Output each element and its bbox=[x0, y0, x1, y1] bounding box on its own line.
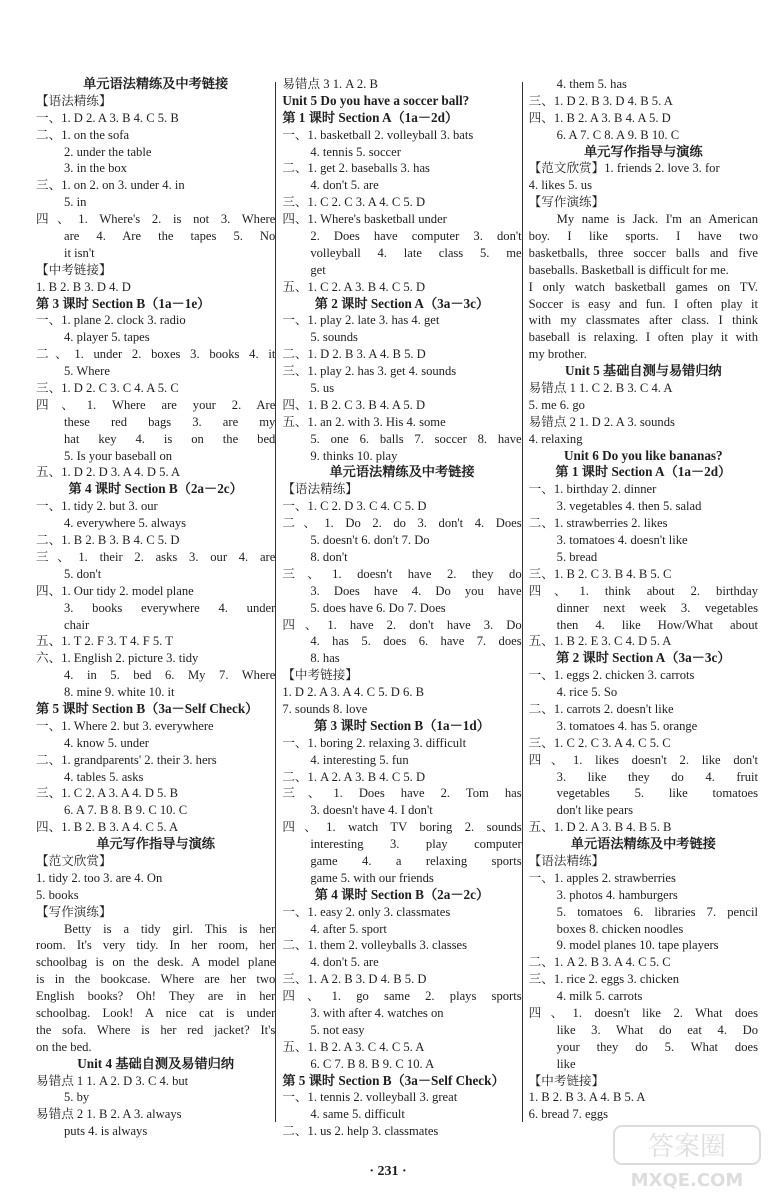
answer-line: 【语法精练】 bbox=[282, 482, 358, 497]
lesson-heading: 第 1 课时 Section A（1a－2d） bbox=[282, 109, 459, 125]
answer-line: 一、1. apples 2. strawberries bbox=[528, 870, 676, 885]
lesson-heading: 第 2 课时 Section A（3a－3c） bbox=[556, 650, 731, 666]
answer-line: 一、1. C 2. D 3. C 4. C 5. D bbox=[282, 499, 427, 514]
answer-line: 3. books everywhere 4. under bbox=[64, 600, 276, 615]
answer-line: 三、1. C 2. C 3. A 4. C 5. D bbox=[282, 195, 426, 210]
answer-line: Betty is a tidy girl. This is her bbox=[64, 921, 276, 936]
answer-line: interesting 3. play computer bbox=[310, 837, 522, 852]
answer-line: 五、1. an 2. with 3. His 4. some bbox=[282, 414, 446, 429]
answer-line: like bbox=[556, 1056, 576, 1071]
answer-line: 5. one 6. balls 7. soccer 8. have bbox=[310, 431, 522, 446]
answer-line: the sofa. Where is her red jacket? It's bbox=[36, 1022, 276, 1037]
answer-line: 5. us bbox=[310, 381, 335, 396]
answer-line: it isn't bbox=[64, 245, 95, 260]
lesson-heading: Unit 4 基础自测及易错归纳 bbox=[77, 1055, 235, 1071]
answer-line: 4. everywhere 5. always bbox=[64, 516, 187, 531]
answer-line: vegetables 5. like tomatoes bbox=[556, 786, 759, 801]
answer-line: 8. don't bbox=[310, 549, 348, 564]
answer-line: 【范文欣赏】1. friends 2. love 3. for bbox=[528, 161, 720, 176]
answer-line: 【中考链接】 bbox=[528, 1073, 605, 1088]
answer-line: 【语法精练】 bbox=[528, 853, 605, 868]
answer-line: 1. tidy 2. too 3. are 4. On bbox=[36, 870, 163, 885]
answer-line: My name is Jack. I'm an American bbox=[556, 212, 759, 227]
answer-line: dinner next week 3. vegetables bbox=[556, 600, 759, 615]
answer-line: 四、1. have 2. don't have 3. Do bbox=[282, 617, 522, 632]
answer-line: 5. not easy bbox=[310, 1022, 365, 1037]
answer-line: volleyball 4. late class 5. me bbox=[310, 245, 522, 260]
answer-line: 【范文欣赏】 bbox=[36, 853, 112, 868]
answer-line: boxes 8. chicken noodles bbox=[556, 921, 684, 936]
answer-line: 8. mine 9. white 10. it bbox=[64, 685, 175, 700]
answer-line: 三、1. doesn't have 2. they do bbox=[282, 566, 522, 581]
page-number: · 231 · bbox=[369, 1164, 407, 1179]
answer-page bbox=[36, 76, 758, 1140]
answer-line: 3. tomatoes 4. has 5. orange bbox=[556, 718, 698, 733]
answer-line: 3. Does have 4. Do you have bbox=[310, 583, 522, 598]
lesson-heading: 第 3 课时 Section B（1a－1d） bbox=[314, 717, 490, 733]
answer-line: 1. B 2. B 3. A 4. B 5. A bbox=[528, 1090, 646, 1105]
lesson-heading: 第 1 课时 Section A（1a－2d） bbox=[555, 464, 732, 480]
answer-line: 5. books bbox=[36, 887, 79, 902]
answer-line: 4. same 5. difficult bbox=[310, 1107, 405, 1122]
answer-line: 四、1. B 2. A 3. B 4. A 5. D bbox=[528, 110, 671, 125]
answer-line: 一、1. easy 2. only 3. classmates bbox=[282, 904, 451, 919]
answer-line: 1. B 2. B 3. D 4. D bbox=[36, 279, 131, 294]
lesson-heading: 第 4 课时 Section B（2a－2c） bbox=[314, 886, 490, 902]
answer-line: 7. sounds 8. love bbox=[282, 701, 368, 716]
lesson-heading: 第 5 课时 Section B（3a－Self Check） bbox=[282, 1072, 505, 1088]
answer-line: 【中考链接】 bbox=[282, 668, 358, 683]
answer-line: 三、1. Does have 2. Tom has bbox=[282, 786, 522, 801]
watermark-logo bbox=[612, 1122, 762, 1192]
answer-line: 4. milk 5. carrots bbox=[556, 989, 643, 1004]
answer-line: 5. doesn't 6. don't 7. Do bbox=[310, 533, 430, 548]
answer-line: 一、1. D 2. A 3. B 4. C 5. B bbox=[36, 110, 179, 125]
answer-line: 四、1. go same 2. plays sports bbox=[282, 989, 522, 1004]
answer-line: 三、1. their 2. asks 3. our 4. are bbox=[36, 549, 276, 564]
answer-line: 五、1. D 2. A 3. B 4. B 5. B bbox=[528, 820, 672, 835]
answer-line: 1. D 2. A 3. A 4. C 5. D 6. B bbox=[282, 685, 425, 700]
answer-line: 5. does have 6. Do 7. Does bbox=[310, 600, 446, 615]
answer-line: 3. with after 4. watches on bbox=[310, 1005, 444, 1020]
lesson-heading: 第 2 课时 Section A（3a－3c） bbox=[314, 295, 490, 311]
answer-line: 一、1. basketball 2. volleyball 3. bats bbox=[282, 127, 474, 142]
answer-line: 5. sounds bbox=[310, 330, 358, 345]
lesson-heading: Unit 6 Do you like bananas? bbox=[564, 447, 723, 463]
answer-line: 四、1. B 2. B 3. A 4. C 5. A bbox=[36, 820, 179, 835]
answer-line: 【中考链接】 bbox=[36, 262, 112, 277]
answer-line: 3. in the box bbox=[64, 161, 127, 176]
answer-line: 五、1. D 2. D 3. A 4. D 5. A bbox=[36, 465, 181, 480]
answer-line: 4. tennis 5. soccer bbox=[310, 144, 401, 159]
answer-line: baseball is relaxing. I often play it with bbox=[528, 330, 759, 345]
answer-line: 四、1. B 2. C 3. B 4. A 5. D bbox=[282, 397, 426, 412]
answer-line: 5. don't bbox=[64, 566, 102, 581]
answer-line: then 4. like How/What about bbox=[556, 617, 759, 632]
answer-line: 六、1. English 2. picture 3. tidy bbox=[36, 651, 199, 666]
answer-line: 五、1. T 2. F 3. T 4. F 5. T bbox=[36, 634, 173, 649]
answer-line: 二、1. Do 2. do 3. don't 4. Does bbox=[282, 516, 522, 531]
answer-line: schoolbag is on the desk. A model plane bbox=[36, 955, 276, 970]
answer-line: 4. don't 5. are bbox=[310, 178, 379, 193]
answer-line: 4. know 5. under bbox=[64, 735, 149, 750]
answer-line: 二、1. grandparents' 2. their 3. hers bbox=[36, 752, 217, 767]
answer-line: 五、1. C 2. A 3. B 4. C 5. D bbox=[282, 279, 426, 294]
section-heading: 单元写作指导与演练 bbox=[96, 836, 215, 852]
answer-line: 二、1. A 2. B 3. A 4. C 5. C bbox=[528, 955, 671, 970]
answer-line: 一、1. eggs 2. chicken 3. carrots bbox=[528, 668, 695, 683]
answer-line: 二、1. carrots 2. doesn't like bbox=[528, 701, 674, 716]
answer-line: 二、1. on the sofa bbox=[36, 127, 130, 142]
answer-line: 4. don't 5. are bbox=[310, 955, 379, 970]
answer-line: 3. tomatoes 4. doesn't like bbox=[556, 533, 688, 548]
answer-line: 二、1. us 2. help 3. classmates bbox=[282, 1124, 439, 1139]
answer-line: Soccer is easy and fun. I often play it bbox=[528, 296, 759, 311]
watermark-url: MXQE.COM bbox=[630, 1170, 744, 1191]
answer-line: 6. C 7. B 8. B 9. C 10. A bbox=[310, 1056, 435, 1071]
section-heading: 单元写作指导与演练 bbox=[583, 143, 703, 159]
answer-line: 四、1. Where's 2. is not 3. Where bbox=[36, 212, 276, 227]
answer-line: 四、1. watch TV boring 2. sounds bbox=[282, 820, 522, 835]
answer-line: 5. Is your baseball on bbox=[64, 448, 173, 463]
answer-line: 4. likes 5. us bbox=[528, 178, 592, 193]
answer-line: 9. thinks 10. play bbox=[310, 448, 398, 463]
answer-line: 二、1. under 2. boxes 3. books 4. it bbox=[36, 347, 276, 362]
answer-line: 6. bread 7. eggs bbox=[528, 1107, 609, 1122]
answer-line: 4. after 5. sport bbox=[310, 921, 387, 936]
answer-line: game 4. a relaxing sports bbox=[310, 853, 522, 868]
answer-line: game 5. with our friends bbox=[310, 870, 434, 885]
answer-line: 3. vegetables 4. then 5. salad bbox=[556, 499, 702, 514]
answer-line: English books? Oh! They are in her bbox=[36, 989, 276, 1004]
answer-line: 一、1. plane 2. clock 3. radio bbox=[36, 313, 186, 328]
answer-line: I only watch basketball games on TV. bbox=[528, 279, 759, 294]
answer-line: 二、1. them 2. volleyballs 3. classes bbox=[282, 938, 468, 953]
answer-line: room. It's very tidy. In her room, her bbox=[36, 938, 276, 953]
answer-line: 5. by bbox=[64, 1090, 90, 1105]
answer-line: get bbox=[310, 262, 326, 277]
answer-line: schoolbag. Look! A nice cat is under bbox=[36, 1005, 276, 1020]
answer-line: 4. has 5. does 6. have 7. does bbox=[310, 634, 522, 649]
answer-line: 9. model planes 10. tape players bbox=[556, 938, 719, 953]
answer-line: 二、1. get 2. baseballs 3. has bbox=[282, 161, 430, 176]
answer-line: 4. rice 5. So bbox=[556, 685, 618, 700]
answer-line: 三、1. play 2. has 3. get 4. sounds bbox=[282, 364, 457, 379]
answer-line: on the bed. bbox=[36, 1039, 92, 1054]
answer-line: 四、1. Where are your 2. Are bbox=[36, 397, 276, 412]
answer-line: like 3. What do eat 4. Do bbox=[556, 1022, 759, 1037]
section-heading: 单元语法精练及中考链接 bbox=[83, 76, 229, 91]
answer-line: 二、1. D 2. B 3. A 4. B 5. D bbox=[282, 347, 426, 362]
answer-line: 三、1. A 2. B 3. D 4. B 5. D bbox=[282, 972, 427, 987]
answer-line: 五、1. B 2. A 3. C 4. C 5. A bbox=[282, 1039, 425, 1054]
answer-line: 二、1. B 2. B 3. B 4. C 5. D bbox=[36, 533, 180, 548]
lesson-heading: 第 4 课时 Section B（2a－2c） bbox=[68, 481, 243, 497]
answer-line: are 4. Are the tapes 5. No bbox=[64, 229, 276, 244]
answer-line: 3. doesn't have 4. I don't bbox=[310, 803, 433, 818]
column-left bbox=[36, 76, 275, 1140]
answer-line: 5. me 6. go bbox=[528, 397, 585, 412]
answer-line: 【写作演练】 bbox=[528, 195, 605, 210]
answer-line: 易错点 2 1. D 2. A 3. sounds bbox=[528, 414, 675, 429]
answer-line: 2. under the table bbox=[64, 144, 152, 159]
answer-line: 四、1. likes doesn't 2. like don't bbox=[528, 752, 759, 767]
answer-line: 6. A 7. C 8. A 9. B 10. C bbox=[556, 127, 680, 142]
section-heading: 单元语法精练及中考链接 bbox=[570, 836, 716, 852]
answer-line: 【语法精练】 bbox=[36, 93, 112, 108]
answer-line: 一、1. play 2. late 3. has 4. get bbox=[282, 313, 440, 328]
answer-line: 四、1. Our tidy 2. model plane bbox=[36, 583, 194, 598]
answer-line: 二、1. strawberries 2. likes bbox=[528, 516, 668, 531]
section-heading: 单元语法精练及中考链接 bbox=[329, 464, 475, 480]
answer-line: my brother. bbox=[528, 347, 587, 362]
answer-line: 5. bread bbox=[556, 549, 598, 564]
answer-line: 一、1. tidy 2. but 3. our bbox=[36, 499, 158, 514]
answer-line: 一、1. boring 2. relaxing 3. difficult bbox=[282, 735, 467, 750]
answer-line: 5. in bbox=[64, 195, 87, 210]
answer-line: with my classmates after class. I think bbox=[528, 313, 759, 328]
answer-line: 2. Does have computer 3. don't bbox=[310, 229, 522, 244]
lesson-heading: Unit 5 基础自测与易错归纳 bbox=[564, 363, 722, 379]
answer-line: 3. like they do 4. fruit bbox=[556, 769, 759, 784]
answer-line: is in the bookcase. Where are her two bbox=[36, 972, 276, 987]
lesson-heading: 第 3 课时 Section B（1a－1e） bbox=[36, 295, 211, 311]
lesson-heading: 第 5 课时 Section B（3a－Self Check） bbox=[36, 700, 259, 716]
answer-line: 三、1. C 2. C 3. A 4. C 5. C bbox=[528, 735, 671, 750]
answer-line: these red bags 3. are my bbox=[64, 414, 276, 429]
answer-line: 3. photos 4. hamburgers bbox=[556, 887, 678, 902]
answer-line: 三、1. C 2. A 3. A 4. D 5. B bbox=[36, 786, 179, 801]
answer-line: basketballs, three soccer balls and five bbox=[528, 245, 759, 260]
answer-line: puts 4. is always bbox=[64, 1124, 148, 1139]
answer-line: 4. tables 5. asks bbox=[64, 769, 144, 784]
answer-line: 一、1. tennis 2. volleyball 3. great bbox=[282, 1090, 458, 1105]
answer-line: 8. has bbox=[310, 651, 340, 666]
lesson-heading: Unit 5 Do you have a soccer ball? bbox=[282, 92, 470, 108]
column-middle bbox=[276, 76, 521, 1140]
answer-line: 5. Where bbox=[64, 364, 110, 379]
answer-line: don't like pears bbox=[556, 803, 634, 818]
answer-line: 5. tomatoes 6. libraries 7. pencil bbox=[556, 904, 759, 919]
answer-line: 四、1. doesn't like 2. What does bbox=[528, 1005, 759, 1020]
watermark-text: 答案圈 bbox=[647, 1132, 727, 1162]
answer-line: 三、1. D 2. B 3. D 4. B 5. A bbox=[528, 93, 673, 108]
answer-line: baseballs. Basketball is difficult for me. bbox=[528, 262, 729, 277]
answer-line: 易错点 1 1. A 2. D 3. C 4. but bbox=[36, 1073, 189, 1088]
answer-line: 6. A 7. B 8. B 9. C 10. C bbox=[64, 803, 188, 818]
answer-line: 三、1. on 2. on 3. under 4. in bbox=[36, 178, 185, 193]
answer-line: 四、1. think about 2. birthday bbox=[528, 583, 759, 598]
answer-line: 4. them 5. has bbox=[556, 77, 627, 91]
answer-line: 三、1. D 2. C 3. C 4. A 5. C bbox=[36, 381, 179, 396]
answer-line: 4. interesting 5. fun bbox=[310, 752, 409, 767]
answer-line: 一、1. Where 2. but 3. everywhere bbox=[36, 718, 214, 733]
answer-line: 易错点 3 1. A 2. B bbox=[282, 77, 378, 91]
answer-line: your they do 5. What does bbox=[556, 1039, 759, 1054]
answer-line: 4. player 5. tapes bbox=[64, 330, 150, 345]
answer-line: 易错点 1 1. C 2. B 3. C 4. A bbox=[528, 381, 673, 396]
answer-line: 一、1. birthday 2. dinner bbox=[528, 482, 657, 497]
answer-line: 二、1. A 2. A 3. B 4. C 5. D bbox=[282, 769, 426, 784]
answer-line: 四、1. Where's basketball under bbox=[282, 212, 447, 227]
answer-line: 4. relaxing bbox=[528, 431, 583, 446]
answer-line: boy. I like sports. I have two bbox=[528, 229, 759, 244]
column-right bbox=[523, 76, 758, 1140]
answer-line: 【写作演练】 bbox=[36, 904, 112, 919]
answer-line: 4. in 5. bed 6. My 7. Where bbox=[64, 668, 276, 683]
answer-line: 三、1. B 2. C 3. B 4. B 5. C bbox=[528, 566, 672, 581]
answer-line: 五、1. B 2. E 3. C 4. D 5. A bbox=[528, 634, 672, 649]
answer-line: 易错点 2 1. B 2. A 3. always bbox=[36, 1107, 182, 1122]
answer-line: hat key 4. is on the bed bbox=[64, 431, 276, 446]
answer-line: chair bbox=[64, 617, 90, 632]
answer-line: 三、1. rice 2. eggs 3. chicken bbox=[528, 972, 680, 987]
